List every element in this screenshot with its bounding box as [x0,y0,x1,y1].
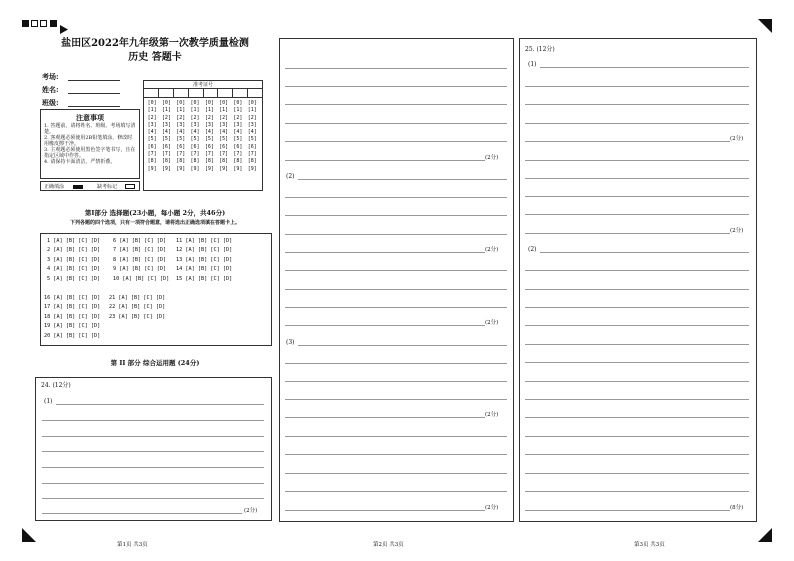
id-column [188,100,202,173]
id-bubble[interactable]: [6] [190,143,200,150]
id-bubble[interactable]: [2] [204,114,214,121]
choice-row[interactable]: 3 [A] [B] [C] [D] [47,256,101,263]
id-bubble[interactable]: [5] [204,136,214,143]
exam-id-label: 准考证号 [144,81,262,89]
sub-question-label: (3) [286,339,295,346]
name-field[interactable] [68,93,120,94]
id-write-cell[interactable] [159,89,174,97]
class-field[interactable] [68,106,120,107]
id-bubble[interactable]: [8] [233,158,243,165]
id-write-cell[interactable] [248,89,262,97]
choice-row[interactable]: 10 [A] [B] [C] [D] [113,275,170,282]
answer-line[interactable] [42,451,264,452]
id-bubble[interactable]: [9] [204,165,214,172]
answer-line[interactable] [285,417,485,418]
answer-line[interactable] [285,197,507,198]
answer-line[interactable] [525,178,749,179]
answer-line[interactable] [525,104,749,105]
answer-line[interactable] [285,252,485,253]
notice-item: 3. 主观题必须使用黑色签字笔书写，且在指定区域中作答。 [44,147,136,159]
answer-line[interactable] [285,86,507,87]
page2-footer: 第2页 共3页 [373,542,404,548]
id-bubble[interactable]: [7] [190,151,200,158]
answer-line[interactable] [285,270,507,271]
answer-line[interactable] [285,289,507,290]
id-bubble[interactable]: [6] [233,143,243,150]
id-bubble[interactable]: [4] [219,129,229,136]
id-bubble[interactable]: [7] [233,151,243,158]
answer-line[interactable] [525,141,730,142]
page3-footer: 第3页 共3页 [634,542,665,548]
id-bubble[interactable]: [0] [190,100,200,106]
choice-row[interactable]: 5 [A] [B] [C] [D] [47,275,101,282]
id-bubble[interactable]: [0] [161,100,171,106]
choice-col-4 [44,294,100,341]
id-bubble[interactable]: [1] [204,107,214,114]
q24-box [35,377,272,521]
fill-legend [40,181,140,191]
id-bubble[interactable]: [5] [161,136,171,143]
answer-line[interactable] [285,363,507,364]
answer-line[interactable] [525,307,749,308]
id-bubble[interactable]: [7] [176,151,186,158]
answer-line[interactable] [525,436,749,437]
exam-title: 盐田区2022年九年级第一次教学质量检测 [61,38,249,49]
id-bubble[interactable]: [7] [147,151,157,158]
answer-line[interactable] [285,307,507,308]
id-bubble[interactable]: [6] [219,143,229,150]
answer-line[interactable] [285,104,507,105]
id-bubble[interactable]: [2] [190,114,200,121]
id-bubble[interactable]: [2] [147,114,157,121]
id-bubble[interactable]: [2] [233,114,243,121]
id-bubble[interactable]: [8] [190,158,200,165]
id-bubble[interactable]: [4] [204,129,214,136]
notice-box [40,109,140,179]
id-bubble[interactable]: [0] [147,100,157,106]
corner-triangle-icon [22,527,36,546]
answer-line[interactable] [525,399,749,400]
choice-row[interactable]: 17 [A] [B] [C] [D] [44,304,101,311]
answer-line[interactable] [525,362,749,363]
id-bubble[interactable]: [5] [176,136,186,143]
points-label: (2分) [730,136,744,142]
id-bubble[interactable]: [3] [233,121,243,128]
id-bubble[interactable]: [3] [161,121,171,128]
part2-title: 第 II 部分 综合运用题 (24分) [110,359,200,367]
answer-line[interactable] [525,381,749,382]
id-bubble[interactable]: [9] [219,165,229,172]
answer-line[interactable] [525,417,749,418]
part1-instruction: 下列各题的四个选项，只有一项符合题意，请将选出正确选项填在答题卡上。 [69,220,240,226]
answer-line[interactable] [525,86,749,87]
exam-id-box [143,80,263,191]
id-bubble[interactable]: [4] [161,129,171,136]
choice-row[interactable]: 18 [A] [B] [C] [D] [44,313,101,320]
answer-line[interactable] [42,513,242,514]
answer-line[interactable] [525,344,749,345]
id-bubble[interactable]: [6] [247,143,257,150]
choice-row[interactable]: 22 [A] [B] [C] [D] [109,304,166,311]
id-bubble[interactable]: [8] [161,158,171,165]
answer-line[interactable] [42,420,264,421]
id-bubble[interactable]: [8] [219,158,229,165]
choice-col-3 [176,237,232,284]
answer-line[interactable] [285,325,485,326]
answer-line[interactable] [525,491,749,492]
answer-line[interactable] [285,141,507,142]
answer-line[interactable] [285,454,507,455]
corner-triangle-icon [758,18,772,37]
sub-question-label: (2) [286,173,295,180]
answer-line[interactable] [285,399,507,400]
answer-line[interactable] [525,233,730,234]
corner-mark-1 [22,20,29,27]
points-label: (2分) [485,412,499,418]
q24-sub1-label: (1) [44,398,53,405]
room-label: 考场: [42,72,59,81]
answer-line[interactable] [285,123,507,124]
id-bubble[interactable]: [8] [147,158,157,165]
q24-label: 24. (12分) [41,382,71,389]
id-bubble[interactable]: [7] [161,151,171,158]
answer-line[interactable] [285,381,507,382]
id-bubble[interactable]: [1] [176,107,186,114]
id-bubble[interactable]: [0] [204,100,214,106]
answer-line[interactable] [525,214,749,215]
id-bubble[interactable]: [4] [247,129,257,136]
answer-line[interactable] [285,510,485,511]
id-bubble[interactable]: [0] [247,100,257,106]
answer-line[interactable] [285,68,507,69]
id-bubble[interactable]: [0] [219,100,229,106]
notice-item: 2. 客观题必须使用2B铅笔填涂，修改时用橡皮擦干净。 [44,135,133,147]
id-bubble[interactable]: [0] [233,100,243,106]
id-bubble[interactable]: [0] [176,100,186,106]
corner-mark-3 [40,20,47,27]
q25-label: 25. (12分) [525,46,555,53]
choice-row[interactable]: 12 [A] [B] [C] [D] [176,247,233,254]
choice-row[interactable]: 13 [A] [B] [C] [D] [176,256,233,263]
answer-line[interactable] [42,498,264,499]
id-bubble[interactable]: [3] [247,121,257,128]
id-column [202,100,216,173]
exam-subtitle: 历史 答题卡 [128,52,182,63]
answer-line[interactable] [42,483,264,484]
id-bubble[interactable]: [4] [190,129,200,136]
points-label: (2分) [485,247,499,253]
answer-line[interactable] [525,473,749,474]
answer-line[interactable] [56,404,264,405]
id-bubble[interactable]: [4] [147,129,157,136]
answer-line[interactable] [42,436,264,437]
id-bubble[interactable]: [2] [219,114,229,121]
id-bubble[interactable]: [1] [161,107,171,114]
id-bubble[interactable]: [3] [219,121,229,128]
id-bubble[interactable]: [3] [147,121,157,128]
id-bubble[interactable]: [1] [147,107,157,114]
id-column [216,100,230,173]
id-column [245,100,259,173]
answer-line[interactable] [285,473,507,474]
choice-row[interactable]: 23 [A] [B] [C] [D] [109,313,166,320]
page3-answer-box [519,38,757,522]
choice-row[interactable]: 2 [A] [B] [C] [D] [47,247,101,254]
notice-item: 4. 请保持卡面清洁，严禁折叠。 [44,159,116,165]
choice-col-2 [113,237,169,284]
choice-row[interactable]: 20 [A] [B] [C] [D] [44,332,101,339]
answer-line[interactable] [285,160,485,161]
id-bubble[interactable]: [7] [204,151,214,158]
notice-title: 注意事项 [76,113,104,122]
id-bubble[interactable]: [5] [147,136,157,143]
room-field[interactable] [68,80,120,81]
id-bubble[interactable]: [6] [204,143,214,150]
corner-mark-4 [50,20,57,27]
id-bubble-grid [144,98,262,173]
class-label: 班级: [42,98,59,107]
id-bubble[interactable]: [1] [190,107,200,114]
sub-question-label: (2) [528,246,537,253]
id-bubble[interactable]: [5] [219,136,229,143]
answer-line[interactable] [525,454,749,455]
choice-row[interactable]: 4 [A] [B] [C] [D] [47,266,101,273]
id-bubble[interactable]: [8] [247,158,257,165]
id-bubble[interactable]: [9] [233,165,243,172]
corner-triangle-icon [60,19,68,28]
choice-row[interactable]: 8 [A] [B] [C] [D] [113,256,167,263]
answer-line[interactable] [42,467,264,468]
page1-footer: 第1页 共3页 [117,542,148,548]
id-bubble[interactable]: [3] [176,121,186,128]
choice-box [40,233,272,346]
id-bubble[interactable]: [8] [176,158,186,165]
choice-col-1 [47,237,100,284]
choice-row[interactable]: 1 [A] [B] [C] [D] [47,238,101,244]
id-bubble[interactable]: [9] [247,165,257,172]
fill-correct-sample [73,185,83,189]
id-bubble[interactable]: [9] [161,165,171,172]
id-write-cell[interactable] [233,89,248,97]
answer-line[interactable] [525,270,749,271]
id-bubble[interactable]: [3] [204,121,214,128]
id-write-cell[interactable] [204,89,219,97]
answer-line[interactable] [525,123,749,124]
answer-line[interactable] [525,325,749,326]
id-bubble[interactable]: [9] [190,165,200,172]
answer-line[interactable] [540,67,749,68]
notice-list [41,122,139,166]
sub-question-label: (1) [528,61,537,68]
fill-missing-label: 缺考标记 [97,184,118,190]
corner-triangle-icon [758,527,772,546]
id-column [231,100,245,173]
choice-row[interactable]: 15 [A] [B] [C] [D] [176,275,233,282]
choice-row[interactable]: 11 [A] [B] [C] [D] [176,238,233,244]
id-bubble[interactable]: [5] [247,136,257,143]
id-bubble[interactable]: [7] [219,151,229,158]
id-bubble[interactable]: [6] [176,143,186,150]
choice-row[interactable]: 6 [A] [B] [C] [D] [113,238,167,244]
id-column [159,100,173,173]
fill-correct-label: 正确填涂 [44,184,65,190]
part1-title: 第I部分 选择题(23小题，每小题 2分，共46分) [84,209,226,217]
points-label: (2分) [730,228,744,234]
id-bubble[interactable]: [1] [247,107,257,114]
answer-line[interactable] [525,196,749,197]
id-bubble[interactable]: [4] [176,129,186,136]
id-write-cell[interactable] [189,89,204,97]
answer-line[interactable] [298,345,507,346]
exam-id-write-row [144,89,262,98]
id-bubble[interactable]: [2] [247,114,257,121]
page2-answer-box [279,38,514,522]
id-bubble[interactable]: [2] [161,114,171,121]
id-bubble[interactable]: [9] [147,165,157,172]
answer-line[interactable] [285,215,507,216]
id-bubble[interactable]: [1] [219,107,229,114]
points-label: (2分) [485,155,499,161]
id-write-cell[interactable] [144,89,159,97]
id-bubble[interactable]: [3] [190,121,200,128]
choice-row[interactable]: 19 [A] [B] [C] [D] [44,323,101,330]
id-bubble[interactable]: [5] [190,136,200,143]
points-label: (2分) [244,508,258,514]
choice-row[interactable]: 16 [A] [B] [C] [D] [44,295,101,301]
id-bubble[interactable]: [6] [147,143,157,150]
id-write-cell[interactable] [174,89,189,97]
choice-col-5 [109,294,165,322]
id-bubble[interactable]: [4] [233,129,243,136]
choice-row[interactable]: 9 [A] [B] [C] [D] [113,266,167,273]
choice-row[interactable]: 7 [A] [B] [C] [D] [113,247,167,254]
name-label: 姓名: [42,85,59,94]
notice-item: 1. 答题前，请将姓名、班级、考场填写清楚。 [44,123,136,135]
id-bubble[interactable]: [5] [233,136,243,143]
id-bubble[interactable]: [8] [204,158,214,165]
missing-mark-box[interactable] [125,184,135,189]
id-bubble[interactable]: [6] [161,143,171,150]
answer-line[interactable] [285,491,507,492]
id-column [145,100,159,173]
answer-line[interactable] [525,510,730,511]
id-bubble[interactable]: [9] [176,165,186,172]
points-label: (2分) [485,505,499,511]
choice-row[interactable]: 21 [A] [B] [C] [D] [109,295,166,301]
points-label: (2分) [485,320,499,326]
answer-line[interactable] [525,289,749,290]
answer-line[interactable] [298,179,507,180]
corner-mark-2 [31,20,38,27]
id-write-cell[interactable] [218,89,233,97]
points-label: (8分) [730,505,744,511]
id-column [174,100,188,173]
answer-line[interactable] [525,160,749,161]
answer-line[interactable] [285,436,507,437]
answer-line[interactable] [285,234,507,235]
id-bubble[interactable]: [7] [247,151,257,158]
choice-row[interactable]: 14 [A] [B] [C] [D] [176,266,233,273]
id-bubble[interactable]: [1] [233,107,243,114]
answer-line[interactable] [540,252,749,253]
id-bubble[interactable]: [2] [176,114,186,121]
